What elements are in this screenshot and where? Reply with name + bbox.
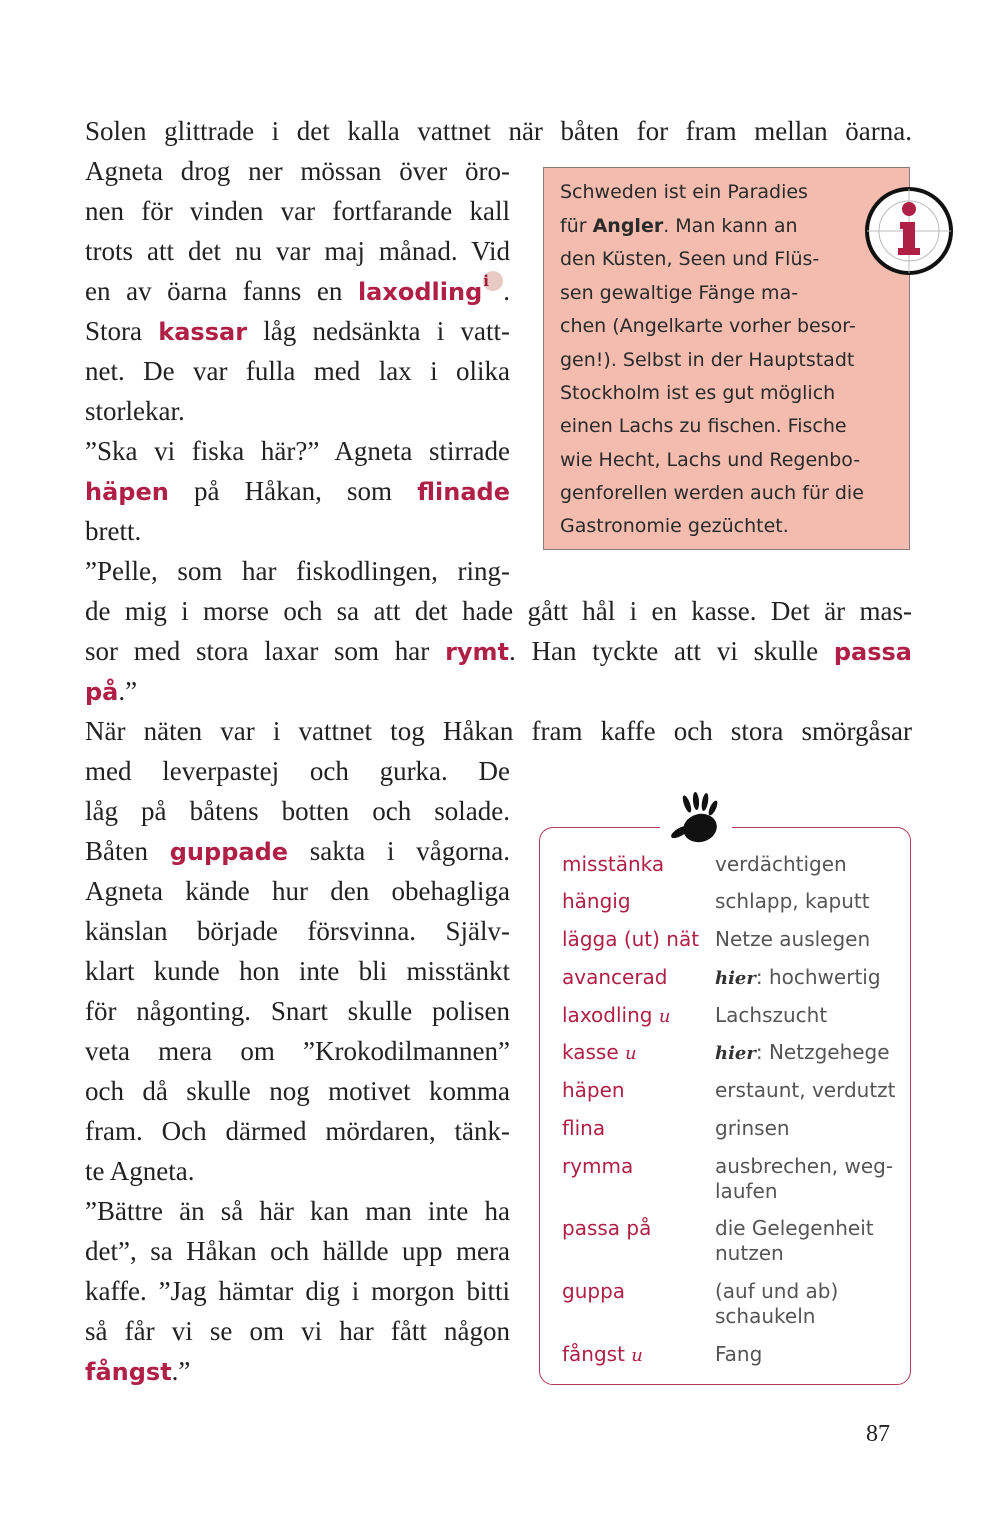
vocab-term: rymma — [562, 1154, 634, 1178]
story-line: nen för vinden var fortfarande kall — [85, 196, 510, 226]
story-line: det”, sa Håkan och hällde upp mera — [85, 1236, 510, 1266]
vocab-term: häpen — [562, 1078, 625, 1102]
keyword-pa: på — [85, 678, 119, 706]
vocab-definition: erstaunt, verdutzt — [715, 1078, 896, 1102]
vocab-definition — [715, 1040, 905, 1066]
vocab-def-text: : Netzgehege — [755, 1040, 890, 1064]
info-line: chen (Angelkarte vorher besor- — [560, 315, 856, 337]
info-line: sen gewaltige Fänge ma- — [560, 282, 799, 304]
story-text: på Håkan, som — [168, 476, 418, 506]
keyword-guppade: guppade — [169, 838, 289, 866]
info-text: für — [560, 215, 593, 237]
story-text: . — [503, 276, 510, 306]
vocab-term: avancerad — [562, 965, 668, 989]
vocab-gender: u — [658, 1006, 671, 1027]
vocab-term: passa på — [562, 1216, 652, 1240]
vocab-term — [562, 1342, 643, 1368]
story-line — [85, 471, 510, 512]
vocab-gender: u — [631, 1345, 643, 1366]
story-line: te Agneta. — [85, 1156, 195, 1186]
story-line: brett. — [85, 516, 142, 546]
keyword-kassar: kassar — [158, 318, 248, 346]
keyword-flinade: flinade — [417, 478, 510, 506]
info-marker-icon: i — [483, 271, 503, 291]
keyword-hapen: häpen — [85, 478, 169, 506]
vocab-term: misstänka — [562, 852, 665, 876]
story-line: låg på båtens botten och solade. — [85, 796, 510, 826]
info-text: . Man kann an — [663, 215, 798, 237]
vocab-term: guppa — [562, 1279, 626, 1303]
info-line: genforellen werden auch für die — [560, 482, 864, 504]
story-text: Båten — [85, 836, 170, 866]
info-line: Stockholm ist es gut möglich — [560, 382, 836, 404]
story-line: veta mera om ”Krokodilmannen” — [85, 1036, 510, 1066]
info-line: den Küsten, Seen und Flüs- — [560, 248, 820, 270]
story-line: net. De var fulla med lax i olika — [85, 356, 510, 386]
keyword-rymt: rymt — [445, 638, 510, 666]
story-line — [85, 271, 510, 312]
info-icon — [864, 186, 954, 276]
story-line — [85, 671, 137, 712]
info-line: wie Hecht, Lachs und Regenbo- — [560, 449, 861, 471]
story-line: klart kunde hon inte bli misstänkt — [85, 956, 510, 986]
story-line: kaffe. ”Jag hämtar dig i morgon bitti — [85, 1276, 510, 1306]
story-line: ”Bättre än så här kan man inte ha — [85, 1196, 510, 1226]
keyword-passa: passa — [833, 638, 912, 666]
story-text: .” — [171, 1356, 191, 1386]
story-line: känslan började försvinna. Själv- — [85, 916, 510, 946]
story-text: en av öarna fanns en — [85, 276, 358, 306]
vocab-def-text: : hochwertig — [755, 965, 881, 989]
story-line: När näten var i vattnet tog Håkan fram kaffe och stora smörgåsar — [85, 716, 912, 746]
vocab-prefix: hier — [715, 1043, 756, 1064]
story-line — [85, 311, 510, 352]
vocab-term-text: kasse — [562, 1040, 619, 1064]
vocab-term: hängig — [562, 889, 631, 913]
story-line: för någonting. Snart skulle polisen — [85, 996, 510, 1026]
vocab-term-text: laxodling — [562, 1003, 653, 1027]
story-line — [85, 631, 912, 672]
vocab-definition: Fang — [715, 1342, 763, 1366]
story-line: storlekar. — [85, 396, 185, 426]
story-text: sor med stora laxar som har — [85, 636, 446, 666]
info-line: Gastronomie gezüchtet. — [560, 515, 789, 537]
story-line: trots att det nu var maj månad. Vid — [85, 236, 510, 266]
vocab-term: flina — [562, 1116, 606, 1140]
story-line — [85, 1351, 190, 1392]
story-line: ”Pelle, som har fiskodlingen, ring- — [85, 556, 510, 586]
vocab-gender: u — [625, 1043, 637, 1064]
story-text: . Han tyckte att vi skulle — [509, 636, 834, 666]
keyword-laxodling: laxodling — [357, 278, 483, 306]
vocab-definition: verdächtigen — [715, 852, 847, 876]
story-line: Agneta drog ner mössan över öro- — [85, 156, 510, 186]
story-text: .” — [118, 676, 138, 706]
vocab-term — [562, 1040, 637, 1066]
info-line — [560, 210, 798, 243]
story-line: med leverpastej och gurka. De — [85, 756, 510, 786]
story-line: fram. Och därmed mördaren, tänk- — [85, 1116, 510, 1146]
vocab-definition: schlapp, kaputt — [715, 889, 870, 913]
handprint-icon — [660, 790, 732, 850]
info-line: gen!). Selbst in der Hauptstadt — [560, 349, 855, 371]
vocab-definition: grinsen — [715, 1116, 790, 1140]
vocab-prefix: hier — [715, 968, 756, 989]
page-number: 87 — [866, 1421, 890, 1447]
vocab-definition: die Gelegenheit nutzen — [715, 1216, 874, 1265]
info-keyword: Angler — [592, 215, 664, 237]
vocab-definition: (auf und ab) schaukeln — [715, 1279, 839, 1328]
vocab-definition: Netze auslegen — [715, 927, 871, 951]
story-line — [85, 831, 510, 872]
vocab-term: lägga (ut) nät — [562, 927, 700, 951]
story-line: Agneta kände hur den obehagliga — [85, 876, 510, 906]
story-line: och då skulle nog motivet komma — [85, 1076, 510, 1106]
story-line: så får vi se om vi har fått någon — [85, 1316, 510, 1346]
info-line: Schweden ist ein Paradies — [560, 181, 808, 203]
story-line: Solen glittrade i det kalla vattnet när båten for fram mellan öarna. — [85, 116, 912, 146]
vocab-term — [562, 1003, 670, 1029]
story-text: låg nedsänkta i vatt- — [247, 316, 510, 346]
vocab-term-text: fångst — [562, 1342, 625, 1366]
vocab-definition — [715, 965, 905, 991]
story-text: Stora — [85, 316, 159, 346]
story-line: de mig i morse och sa att det hade gått hål i en kasse. Det är mas- — [85, 596, 912, 626]
keyword-fangst: fångst — [85, 1358, 172, 1386]
info-line: einen Lachs zu fischen. Fische — [560, 415, 847, 437]
vocab-definition: ausbrechen, weg- laufen — [715, 1154, 894, 1203]
story-line: ”Ska vi fiska här?” Agneta stirrade — [85, 436, 510, 466]
story-text: sakta i vågorna. — [288, 836, 511, 866]
vocab-definition: Lachszucht — [715, 1003, 828, 1027]
